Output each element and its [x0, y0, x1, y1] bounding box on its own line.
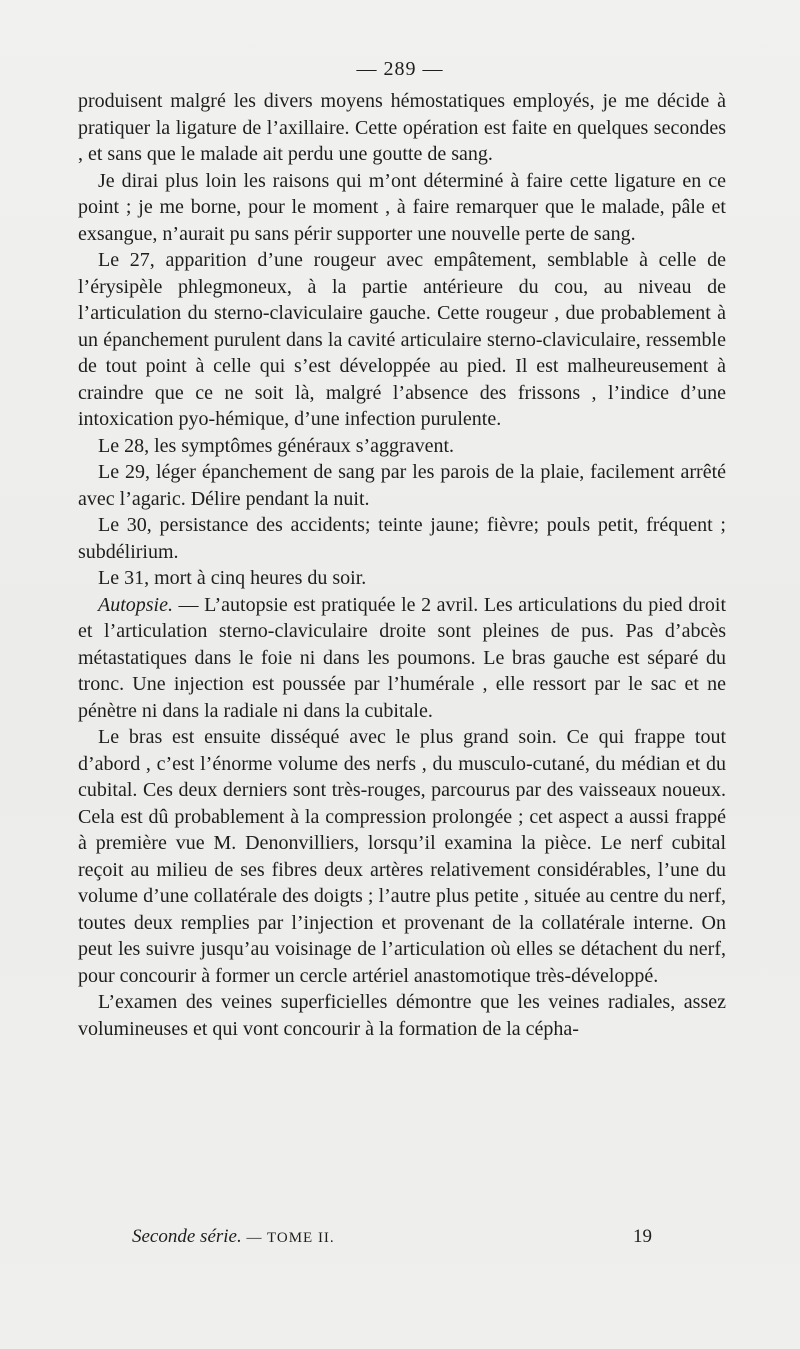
autopsy-text: — L’autopsie est pratiquée le 2 avril. Les articulations du pied droit et l’articulation sterno-claviculaire droite sont pleines de pus. Pas d’abcès métastatiques dans le foie ni dans les poumons. Le bras gauche est séparé du tronc. Une injection est poussée par l’humérale , elle ressort par le sac et ne pénètre ni dans la radiale ni dans la cubitale. — [78, 593, 726, 722]
footer-signature-mark: 19 — [633, 1226, 652, 1247]
autopsy-heading: Autopsie. — [98, 593, 173, 616]
paragraph-hemostatic-ligature: produisent malgré les divers moyens hémostatiques employés, je me décide à pratiquer la ligature de l’axillaire. Cette opération est faite en quelques secondes , et sans que le malade ait perdu une goutte de sang. — [78, 90, 726, 165]
paragraph-autopsy — [78, 592, 726, 725]
page-footer — [132, 1226, 652, 1248]
paragraph-veins-exam: L’examen des veines superficielles démontre que les veines radiales, assez volumineuses et qui vont concourir à la formation de la cépha- — [78, 991, 726, 1040]
paragraph-day-31: Le 31, mort à cinq heures du soir. — [98, 567, 367, 589]
body-text — [78, 88, 726, 1042]
paragraph-arm-dissection: Le bras est ensuite disséqué avec le plus grand soin. Ce qui frappe tout d’abord , c’est l’énorme volume des nerfs , du musculo-cutané, du médian et du cubital. Ces deux derniers sont très-rouges, parcourus par des vaisseaux noueux. Cela est dû probablement à la compression prolongée ; cet aspect a aussi frappé à première vue M. Denonvilliers, lorsqu’il examina la pièce. Le nerf cubital reçoit au milieu de ses fibres deux artères relativement considérables, l’une du volume d’une collatérale des doigts ; l’autre plus petite , située au centre du nerf, toutes deux remplies par l’injection et provenant de la collatérale interne. On peut les suivre jusqu’au voisinage de l’articulation où elles se détachent du nerf, pour concourir à former un cercle artériel anastomotique très-développé. — [78, 726, 726, 987]
paragraph-day-29: Le 29, léger épanchement de sang par les parois de la plaie, facilement arrêté avec l’agaric. Délire pendant la nuit. — [78, 461, 726, 510]
paragraph-day-30: Le 30, persistance des accidents; teinte jaune; fièvre; pouls petit, fréquent ; subdélirium. — [78, 514, 726, 563]
page-number: — 289 — — [356, 58, 444, 80]
paragraph-day-28: Le 28, les symptômes généraux s’aggravent. — [98, 434, 455, 457]
footer-tome: — TOME II. — [241, 1230, 335, 1246]
footer-series: Seconde série. — [132, 1226, 242, 1247]
paragraph-day-27: Le 27, apparition d’une rougeur avec empâtement, semblable à celle de l’érysipèle phlegmoneux, à la partie antérieure du cou, au niveau de l’articulation du sterno-claviculaire gauche. Cette rougeur , due probablement à un épanchement purulent dans la cavité articulaire sterno-claviculaire, ressemble de tout point à celle qui s’est développée au pied. Il est malheureusement à craindre que ce ne soit là, malgré l’absence des frissons , l’indice d’une intoxication pyo-hémique, d’une infection purulente. — [78, 249, 726, 430]
paragraph-ligature-reasons: Je dirai plus loin les raisons qui m’ont déterminé à faire cette ligature en ce point ; je me borne, pour le moment , à faire remarquer que le malade, pâle et exsangue, n’aurait pu sans périr supporter une nouvelle perte de sang. — [78, 169, 726, 245]
